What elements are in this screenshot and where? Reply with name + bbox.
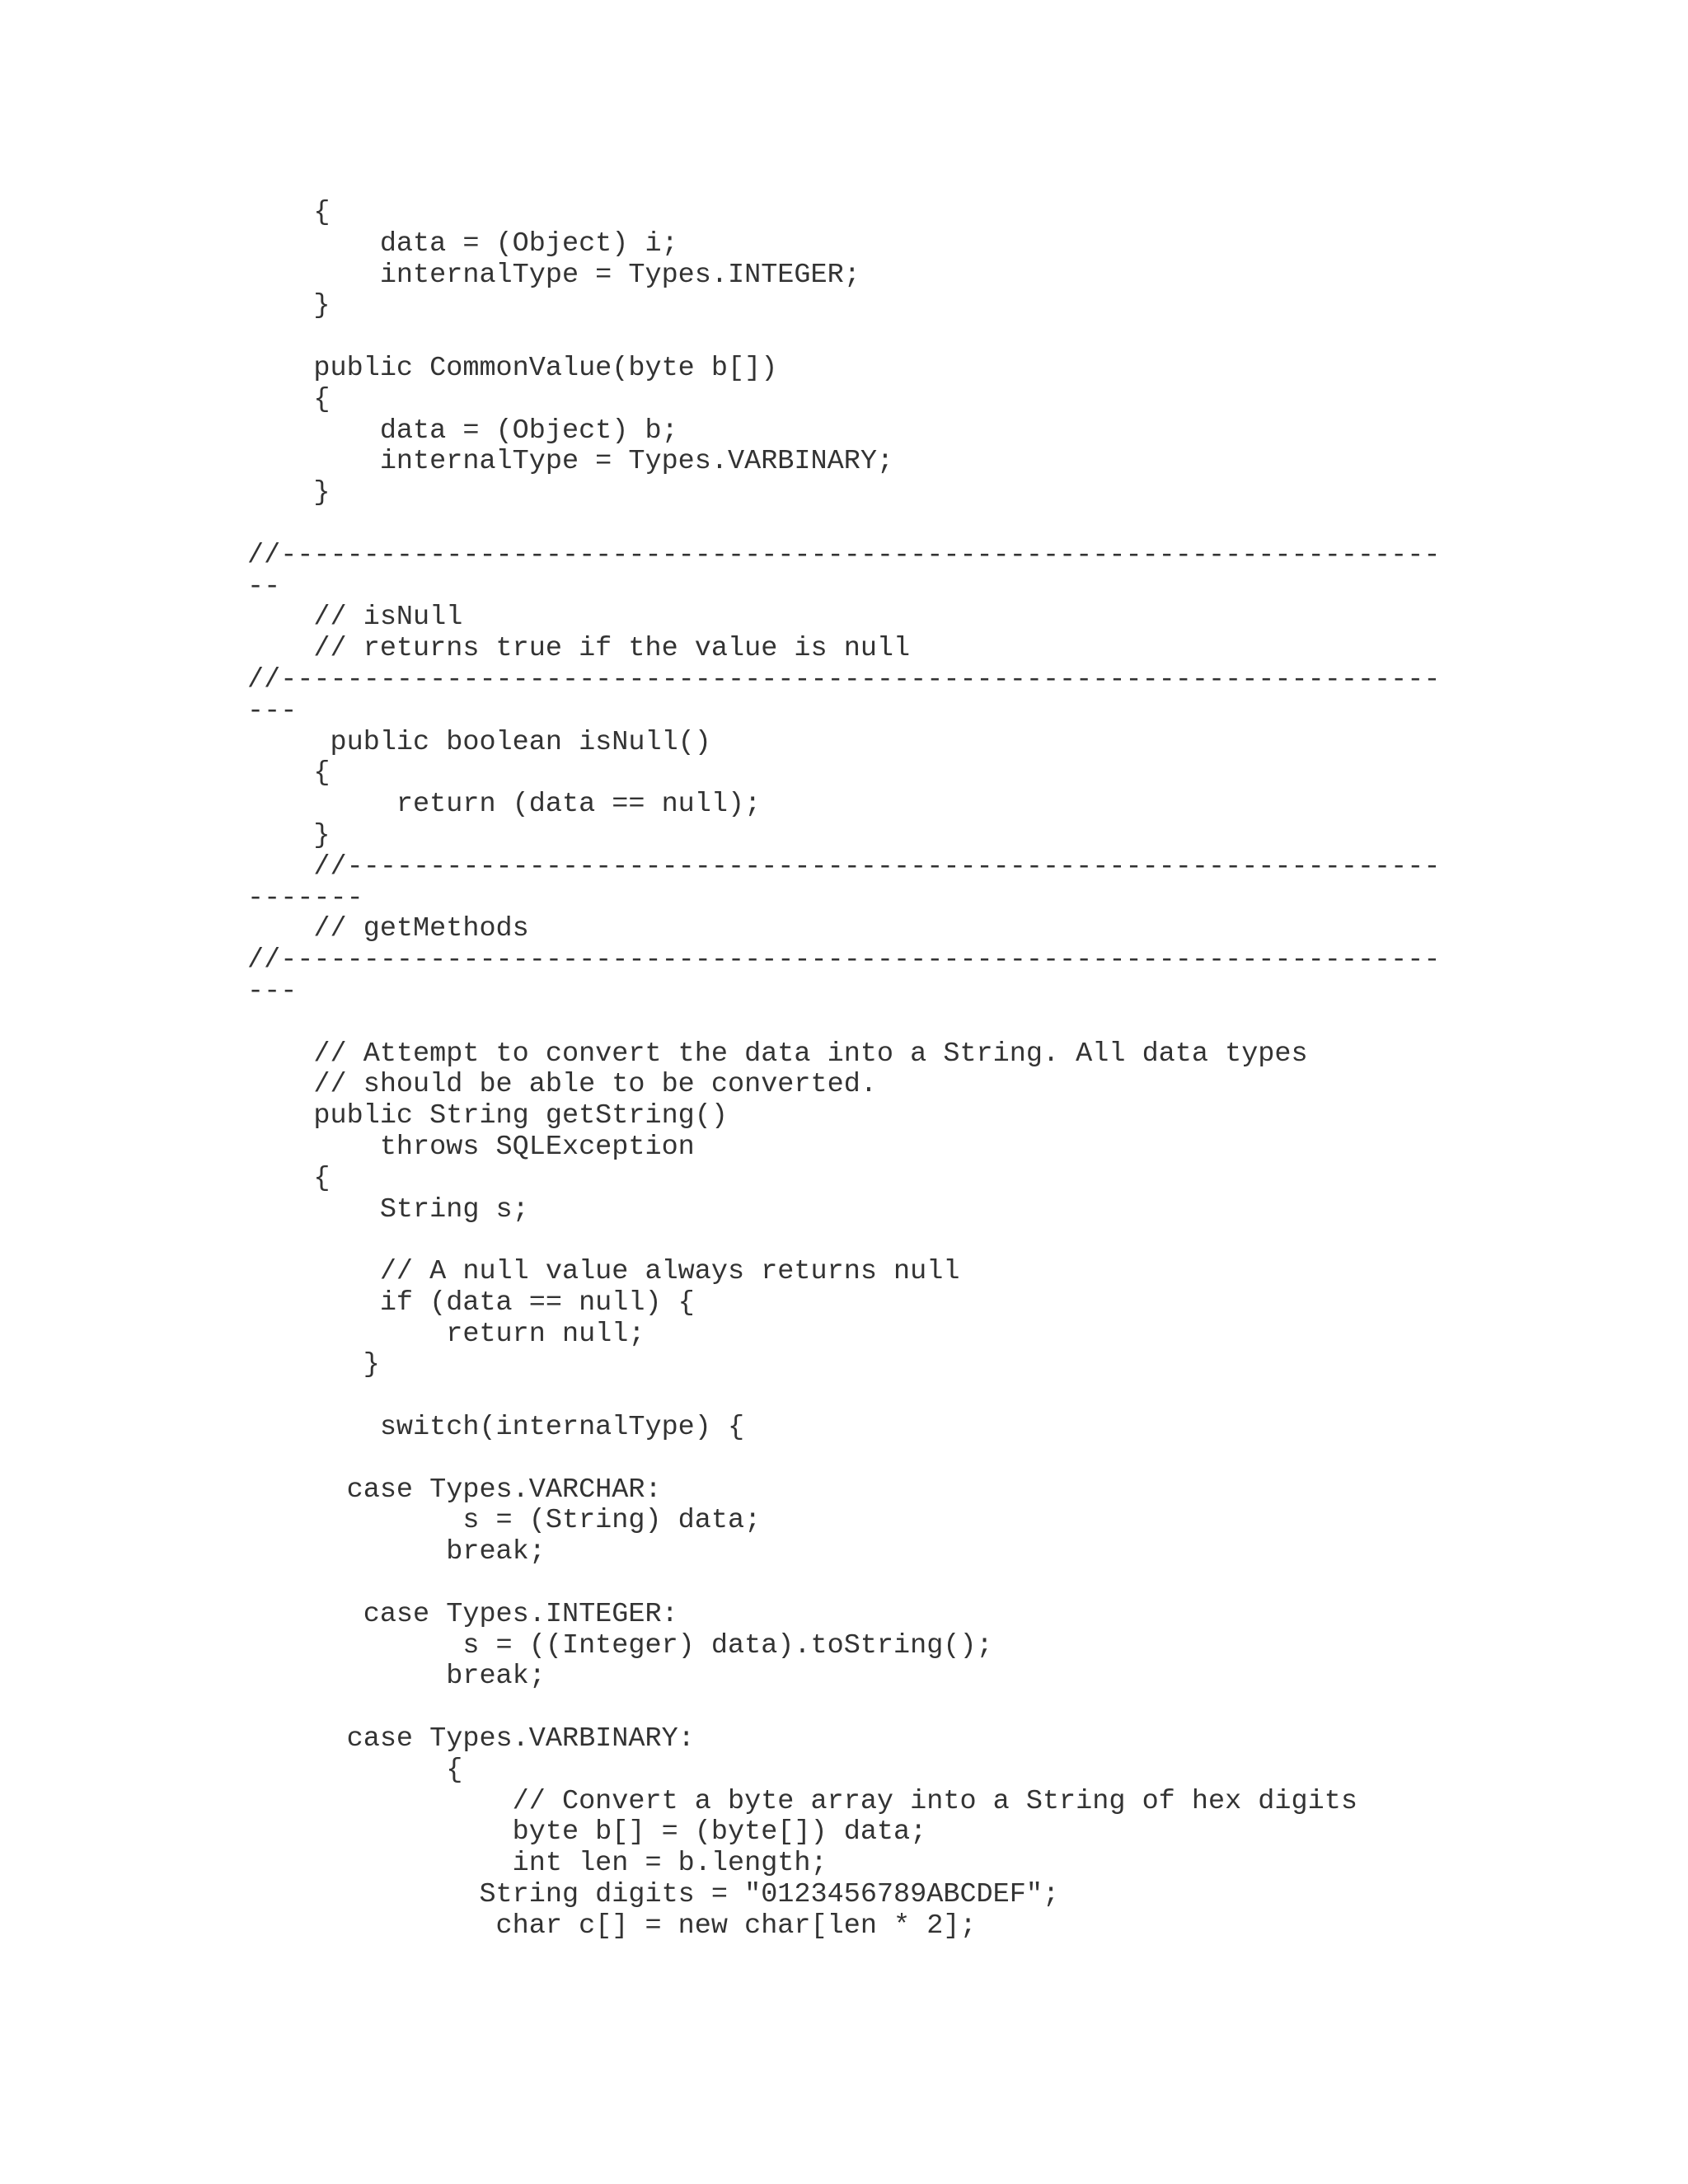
code-line: public boolean isNull()	[247, 726, 711, 758]
code-line: String digits = "0123456789ABCDEF";	[247, 1879, 1060, 1911]
code-line: s = ((Integer) data).toString();	[247, 1629, 993, 1661]
code-line: // getMethods	[247, 913, 529, 945]
code-line: data = (Object) i;	[247, 227, 678, 260]
code-line: int len = b.length;	[247, 1848, 828, 1880]
code-line: // should be able to be converted.	[247, 1069, 877, 1101]
code-line: {	[247, 757, 331, 790]
code-line: internalType = Types.INTEGER;	[247, 259, 860, 291]
code-line: return (data == null);	[247, 789, 762, 821]
code-line: internalType = Types.VARBINARY;	[247, 446, 894, 478]
code-line: // Convert a byte array into a String of hex digits	[247, 1785, 1357, 1817]
code-line: }	[247, 477, 331, 509]
code-line: {	[247, 383, 331, 415]
code-line: }	[247, 1349, 380, 1381]
code-line: data = (Object) b;	[247, 415, 678, 447]
blank-line	[247, 509, 1440, 541]
code-line: throws SQLException	[247, 1131, 695, 1163]
blank-line	[247, 1693, 1440, 1724]
code-line: {	[247, 1162, 331, 1194]
code-line: char c[] = new char[len * 2];	[247, 1910, 977, 1942]
blank-line	[247, 1444, 1440, 1475]
code-line: ---	[247, 975, 298, 1007]
code-line: public CommonValue(byte b[])	[247, 352, 778, 384]
code-line: // A null value always returns null	[247, 1256, 960, 1288]
code-line: // returns true if the value is null	[247, 633, 911, 665]
code-line: }	[247, 819, 331, 851]
blank-line	[247, 1381, 1440, 1413]
code-line: //----------------------------------------------------------------------	[247, 663, 1441, 696]
code-line: case Types.INTEGER:	[247, 1598, 678, 1630]
code-line: ---	[247, 695, 298, 727]
code-line: -------	[247, 882, 363, 914]
code-line: {	[247, 197, 331, 228]
code-line: String s;	[247, 1193, 529, 1226]
code-line: // isNull	[247, 602, 463, 634]
code-line: break;	[247, 1661, 546, 1693]
blank-line	[247, 322, 1440, 354]
code-line: }	[247, 290, 331, 322]
code-line: // Attempt to convert the data into a String. All data types	[247, 1038, 1308, 1070]
code-line: return null;	[247, 1318, 645, 1350]
code-listing	[247, 198, 1440, 1943]
code-line: switch(internalType) {	[247, 1412, 745, 1444]
blank-line	[247, 1568, 1440, 1600]
code-line: break;	[247, 1536, 546, 1568]
code-line: //----------------------------------------------------------------------	[247, 944, 1441, 977]
blank-line	[247, 1008, 1440, 1039]
code-line: case Types.VARCHAR:	[247, 1474, 662, 1506]
blank-line	[247, 1226, 1440, 1257]
code-line: --	[247, 570, 281, 602]
code-line: //----------------------------------------------------------------------	[247, 539, 1441, 571]
code-line: public String getString()	[247, 1100, 728, 1132]
code-line: if (data == null) {	[247, 1286, 695, 1319]
code-line: //------------------------------------------------------------------	[247, 851, 1441, 883]
code-line: {	[247, 1754, 463, 1786]
code-line: byte b[] = (byte[]) data;	[247, 1816, 927, 1849]
code-line: case Types.VARBINARY:	[247, 1723, 695, 1755]
code-line: s = (String) data;	[247, 1505, 762, 1537]
